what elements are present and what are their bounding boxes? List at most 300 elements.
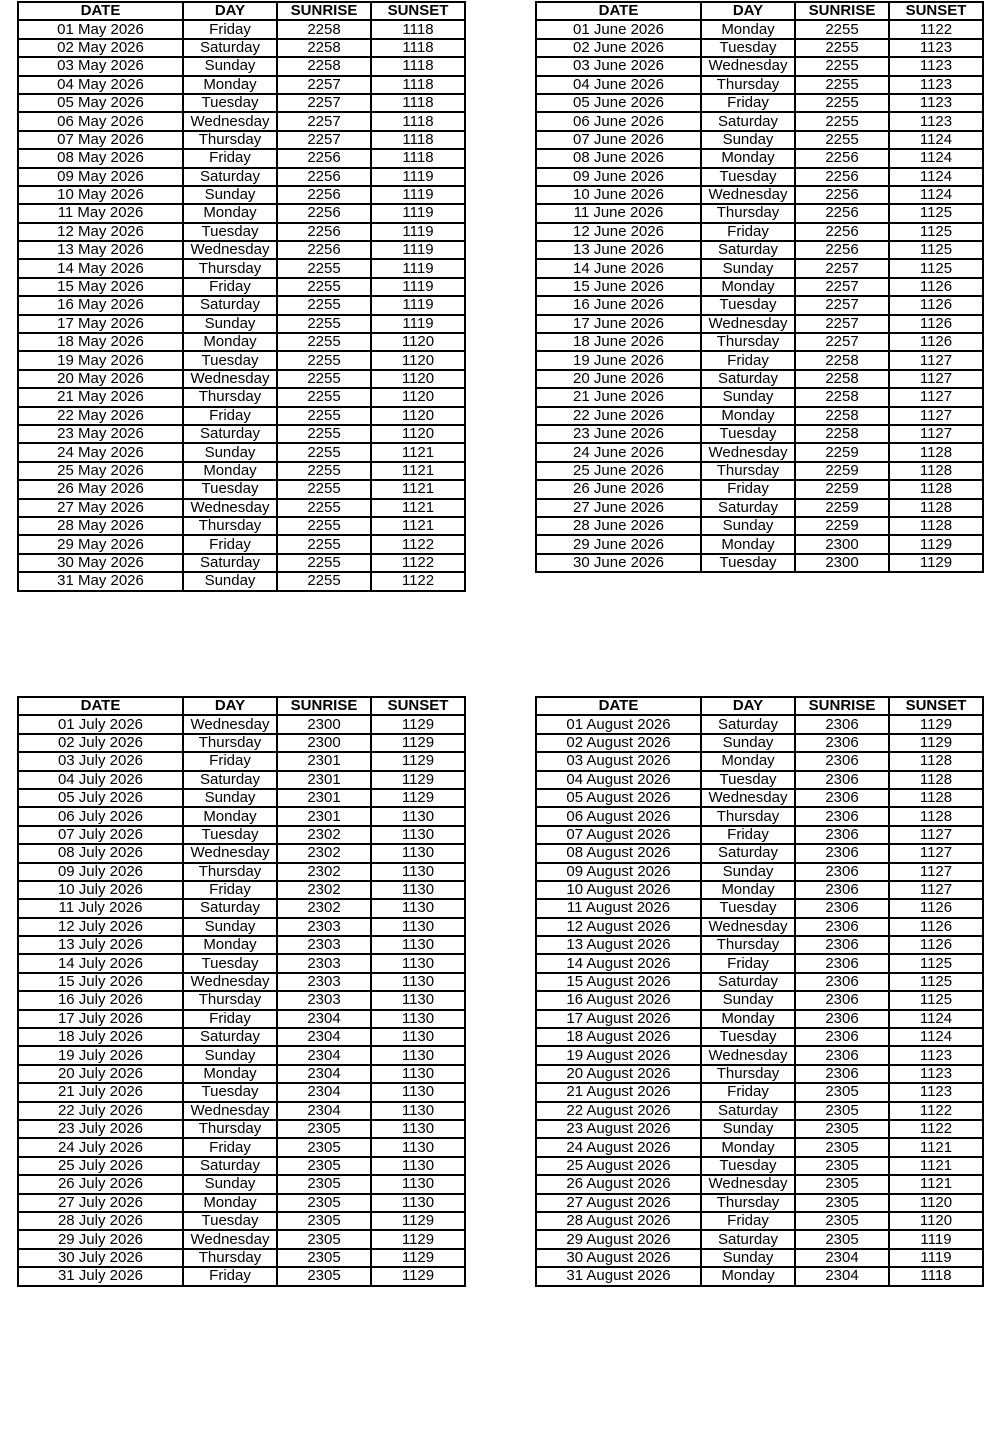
sunrise-cell: 2306	[795, 899, 889, 917]
sunrise-cell: 2305	[277, 1157, 371, 1175]
sunset-cell: 1127	[889, 370, 983, 388]
day-cell: Monday	[183, 1194, 277, 1212]
sunrise-cell: 2255	[795, 112, 889, 130]
date-cell: 31 August 2026	[536, 1267, 701, 1285]
sunset-cell: 1128	[889, 752, 983, 770]
table-june	[535, 1, 984, 573]
day-cell: Wednesday	[183, 715, 277, 733]
table-row	[536, 296, 983, 314]
table-row	[18, 20, 465, 38]
date-cell: 21 May 2026	[18, 388, 183, 406]
day-cell: Sunday	[183, 186, 277, 204]
day-cell: Sunday	[701, 131, 795, 149]
sunset-cell: 1118	[371, 76, 465, 94]
header-day: DAY	[183, 2, 277, 20]
table-row	[536, 278, 983, 296]
sunrise-cell: 2258	[795, 425, 889, 443]
sunrise-cell: 2255	[795, 76, 889, 94]
sunrise-cell: 2255	[277, 315, 371, 333]
day-cell: Thursday	[183, 863, 277, 881]
table-row	[536, 752, 983, 770]
date-cell: 06 May 2026	[18, 112, 183, 130]
header-row	[536, 697, 983, 715]
day-cell: Thursday	[701, 333, 795, 351]
sunset-cell: 1129	[371, 1267, 465, 1285]
sunset-cell: 1130	[371, 1010, 465, 1028]
date-cell: 11 May 2026	[18, 204, 183, 222]
table-body-may	[18, 20, 465, 590]
date-cell: 14 June 2026	[536, 259, 701, 277]
table-august	[535, 696, 984, 1287]
table-row	[536, 1065, 983, 1083]
day-cell: Sunday	[183, 572, 277, 590]
day-cell: Wednesday	[701, 1046, 795, 1064]
sunrise-cell: 2255	[795, 131, 889, 149]
table-row	[536, 57, 983, 75]
sunset-cell: 1119	[371, 168, 465, 186]
sunrise-cell: 2300	[277, 715, 371, 733]
header-sunset: SUNSET	[889, 2, 983, 20]
sunrise-cell: 2257	[795, 333, 889, 351]
sunrise-cell: 2258	[795, 370, 889, 388]
day-cell: Monday	[183, 76, 277, 94]
sunset-cell: 1130	[371, 1083, 465, 1101]
day-cell: Friday	[701, 1083, 795, 1101]
sunset-cell: 1118	[371, 112, 465, 130]
table-row	[18, 351, 465, 369]
day-cell: Sunday	[183, 57, 277, 75]
table-row	[18, 973, 465, 991]
table-row	[18, 734, 465, 752]
table-row	[536, 20, 983, 38]
table-row	[536, 186, 983, 204]
header-sunrise: SUNRISE	[277, 2, 371, 20]
sunrise-cell: 2257	[795, 259, 889, 277]
sunrise-cell: 2304	[277, 1083, 371, 1101]
day-cell: Monday	[701, 1138, 795, 1156]
sunset-cell: 1119	[371, 296, 465, 314]
table-row	[18, 807, 465, 825]
date-cell: 06 June 2026	[536, 112, 701, 130]
day-cell: Saturday	[183, 425, 277, 443]
sunset-cell: 1130	[371, 1028, 465, 1046]
day-cell: Tuesday	[183, 826, 277, 844]
date-cell: 08 July 2026	[18, 844, 183, 862]
date-cell: 13 July 2026	[18, 936, 183, 954]
sunset-cell: 1129	[889, 715, 983, 733]
sunrise-cell: 2304	[795, 1249, 889, 1267]
sunset-cell: 1130	[371, 1194, 465, 1212]
day-cell: Sunday	[183, 315, 277, 333]
sunrise-cell: 2257	[277, 112, 371, 130]
sunset-cell: 1125	[889, 259, 983, 277]
sunset-cell: 1128	[889, 462, 983, 480]
table-row	[18, 204, 465, 222]
day-cell: Friday	[701, 1212, 795, 1230]
table-row	[536, 204, 983, 222]
sunset-cell: 1130	[371, 1175, 465, 1193]
sunset-cell: 1130	[371, 881, 465, 899]
table-row	[536, 1120, 983, 1138]
sunrise-cell: 2255	[277, 333, 371, 351]
sunrise-cell: 2258	[277, 20, 371, 38]
date-cell: 21 July 2026	[18, 1083, 183, 1101]
sunrise-cell: 2255	[795, 94, 889, 112]
date-cell: 21 August 2026	[536, 1083, 701, 1101]
table-row	[18, 863, 465, 881]
day-cell: Wednesday	[183, 499, 277, 517]
sunset-cell: 1128	[889, 499, 983, 517]
sunset-cell: 1129	[371, 715, 465, 733]
sunset-cell: 1128	[889, 771, 983, 789]
sunset-cell: 1118	[371, 94, 465, 112]
sunrise-cell: 2306	[795, 881, 889, 899]
date-cell: 20 July 2026	[18, 1065, 183, 1083]
sunrise-cell: 2259	[795, 517, 889, 535]
sunrise-cell: 2256	[795, 204, 889, 222]
table-row	[536, 1010, 983, 1028]
table-row	[18, 76, 465, 94]
table-row	[18, 881, 465, 899]
day-cell: Saturday	[183, 771, 277, 789]
day-cell: Tuesday	[701, 771, 795, 789]
date-cell: 02 July 2026	[18, 734, 183, 752]
table-row	[536, 734, 983, 752]
date-cell: 27 July 2026	[18, 1194, 183, 1212]
sunrise-cell: 2306	[795, 752, 889, 770]
header-row	[18, 2, 465, 20]
day-cell: Wednesday	[183, 112, 277, 130]
day-cell: Friday	[701, 954, 795, 972]
sunset-cell: 1120	[371, 425, 465, 443]
sunset-cell: 1126	[889, 296, 983, 314]
sunset-cell: 1130	[371, 918, 465, 936]
table-row	[536, 1102, 983, 1120]
sunset-cell: 1122	[371, 554, 465, 572]
sunset-cell: 1124	[889, 1028, 983, 1046]
sunrise-cell: 2257	[277, 131, 371, 149]
sunset-cell: 1125	[889, 204, 983, 222]
table-row	[18, 572, 465, 590]
day-cell: Sunday	[701, 517, 795, 535]
table-row	[536, 517, 983, 535]
sunset-cell: 1129	[371, 771, 465, 789]
sunset-cell: 1128	[889, 517, 983, 535]
sunset-cell: 1130	[371, 1157, 465, 1175]
sunrise-cell: 2306	[795, 863, 889, 881]
table-row	[18, 918, 465, 936]
sunrise-cell: 2305	[795, 1157, 889, 1175]
date-cell: 02 June 2026	[536, 39, 701, 57]
sunset-cell: 1121	[889, 1175, 983, 1193]
table-row	[536, 333, 983, 351]
date-cell: 30 June 2026	[536, 554, 701, 572]
table-row	[18, 168, 465, 186]
table-row	[18, 789, 465, 807]
table-row	[18, 149, 465, 167]
day-cell: Monday	[701, 407, 795, 425]
sunset-cell: 1123	[889, 1065, 983, 1083]
sunset-cell: 1126	[889, 333, 983, 351]
day-cell: Saturday	[701, 973, 795, 991]
sunset-cell: 1130	[371, 807, 465, 825]
table-row	[536, 259, 983, 277]
sunset-cell: 1129	[889, 554, 983, 572]
sunset-cell: 1118	[371, 20, 465, 38]
date-cell: 05 May 2026	[18, 94, 183, 112]
sunset-cell: 1124	[889, 131, 983, 149]
date-cell: 30 July 2026	[18, 1249, 183, 1267]
table-row	[18, 112, 465, 130]
day-cell: Tuesday	[183, 954, 277, 972]
date-cell: 08 June 2026	[536, 149, 701, 167]
date-cell: 02 May 2026	[18, 39, 183, 57]
day-cell: Thursday	[183, 259, 277, 277]
sunset-cell: 1121	[371, 499, 465, 517]
sunrise-cell: 2301	[277, 789, 371, 807]
table-row	[536, 76, 983, 94]
day-cell: Saturday	[701, 241, 795, 259]
date-cell: 27 August 2026	[536, 1194, 701, 1212]
sunset-cell: 1119	[371, 278, 465, 296]
date-cell: 13 August 2026	[536, 936, 701, 954]
sunset-cell: 1125	[889, 954, 983, 972]
day-cell: Sunday	[701, 734, 795, 752]
date-cell: 30 May 2026	[18, 554, 183, 572]
header-date: DATE	[18, 697, 183, 715]
table-row	[536, 936, 983, 954]
table-row	[18, 1267, 465, 1285]
table-row	[18, 1194, 465, 1212]
sunset-cell: 1119	[889, 1230, 983, 1248]
table-row	[18, 826, 465, 844]
sunrise-cell: 2300	[277, 734, 371, 752]
header-date: DATE	[18, 2, 183, 20]
day-cell: Saturday	[183, 296, 277, 314]
date-cell: 06 July 2026	[18, 807, 183, 825]
table-row	[536, 826, 983, 844]
sunset-cell: 1130	[371, 936, 465, 954]
day-cell: Sunday	[701, 863, 795, 881]
day-cell: Thursday	[701, 1065, 795, 1083]
date-cell: 25 May 2026	[18, 462, 183, 480]
date-cell: 03 May 2026	[18, 57, 183, 75]
sunrise-cell: 2255	[277, 351, 371, 369]
date-cell: 31 May 2026	[18, 572, 183, 590]
day-cell: Monday	[183, 204, 277, 222]
sunset-cell: 1124	[889, 1010, 983, 1028]
sunset-cell: 1119	[371, 241, 465, 259]
date-cell: 26 July 2026	[18, 1175, 183, 1193]
table-row	[536, 991, 983, 1009]
date-cell: 06 August 2026	[536, 807, 701, 825]
table-row	[536, 351, 983, 369]
header-date: DATE	[536, 2, 701, 20]
table-row	[536, 388, 983, 406]
table-row	[18, 535, 465, 553]
sunset-cell: 1121	[889, 1138, 983, 1156]
date-cell: 02 August 2026	[536, 734, 701, 752]
day-cell: Monday	[701, 752, 795, 770]
day-cell: Friday	[701, 480, 795, 498]
sunrise-cell: 2256	[795, 149, 889, 167]
sunrise-cell: 2255	[795, 39, 889, 57]
sunset-cell: 1126	[889, 918, 983, 936]
day-cell: Wednesday	[701, 918, 795, 936]
day-cell: Wednesday	[183, 241, 277, 259]
day-cell: Saturday	[701, 1230, 795, 1248]
sunrise-cell: 2258	[795, 351, 889, 369]
sunset-cell: 1129	[371, 789, 465, 807]
day-cell: Thursday	[183, 1249, 277, 1267]
table-row	[536, 462, 983, 480]
table-row	[18, 1120, 465, 1138]
day-cell: Monday	[183, 936, 277, 954]
day-cell: Saturday	[701, 1102, 795, 1120]
table-row	[18, 480, 465, 498]
sunset-cell: 1123	[889, 112, 983, 130]
sunset-cell: 1125	[889, 973, 983, 991]
date-cell: 15 May 2026	[18, 278, 183, 296]
sunrise-cell: 2257	[795, 296, 889, 314]
sunset-cell: 1118	[371, 39, 465, 57]
day-cell: Friday	[183, 1267, 277, 1285]
table-body-july	[18, 715, 465, 1285]
date-cell: 05 August 2026	[536, 789, 701, 807]
day-cell: Tuesday	[183, 1083, 277, 1101]
table-body-august	[536, 715, 983, 1285]
sunrise-cell: 2255	[277, 499, 371, 517]
table-row	[18, 407, 465, 425]
header-day: DAY	[183, 697, 277, 715]
sunrise-cell: 2306	[795, 1028, 889, 1046]
sunset-cell: 1130	[371, 1065, 465, 1083]
sunrise-cell: 2306	[795, 1065, 889, 1083]
table-row	[18, 936, 465, 954]
table-row	[18, 131, 465, 149]
table-row	[536, 480, 983, 498]
sunrise-cell: 2305	[795, 1120, 889, 1138]
sunrise-cell: 2255	[277, 278, 371, 296]
sunrise-cell: 2256	[277, 149, 371, 167]
day-cell: Thursday	[183, 1120, 277, 1138]
sunset-cell: 1118	[371, 131, 465, 149]
sunset-cell: 1119	[371, 259, 465, 277]
header-row	[18, 697, 465, 715]
sunset-cell: 1129	[371, 734, 465, 752]
date-cell: 19 July 2026	[18, 1046, 183, 1064]
date-cell: 29 June 2026	[536, 535, 701, 553]
table-row	[18, 1065, 465, 1083]
sunset-cell: 1120	[889, 1212, 983, 1230]
date-cell: 09 July 2026	[18, 863, 183, 881]
date-cell: 24 July 2026	[18, 1138, 183, 1156]
day-cell: Thursday	[183, 517, 277, 535]
sunrise-cell: 2304	[277, 1065, 371, 1083]
table-row	[18, 333, 465, 351]
sunset-cell: 1118	[371, 149, 465, 167]
day-cell: Monday	[701, 278, 795, 296]
day-cell: Tuesday	[183, 480, 277, 498]
sunset-cell: 1129	[371, 1249, 465, 1267]
sunrise-cell: 2255	[277, 370, 371, 388]
table-row	[536, 1138, 983, 1156]
sunset-cell: 1122	[371, 572, 465, 590]
sunset-cell: 1127	[889, 844, 983, 862]
table-row	[18, 278, 465, 296]
sunrise-cell: 2256	[277, 186, 371, 204]
day-cell: Monday	[701, 881, 795, 899]
sunset-cell: 1130	[371, 1120, 465, 1138]
table-row	[536, 771, 983, 789]
sunset-cell: 1128	[889, 789, 983, 807]
table-row	[536, 1028, 983, 1046]
table-row	[536, 899, 983, 917]
table-row	[18, 223, 465, 241]
table-may	[17, 1, 466, 592]
day-cell: Thursday	[183, 131, 277, 149]
day-cell: Tuesday	[701, 1157, 795, 1175]
date-cell: 10 August 2026	[536, 881, 701, 899]
day-cell: Wednesday	[701, 315, 795, 333]
table-row	[18, 954, 465, 972]
sunrise-cell: 2259	[795, 480, 889, 498]
table-row	[536, 315, 983, 333]
date-cell: 04 June 2026	[536, 76, 701, 94]
sunrise-cell: 2305	[277, 1212, 371, 1230]
table-july	[17, 696, 466, 1287]
table-row	[18, 370, 465, 388]
sunrise-cell: 2259	[795, 443, 889, 461]
day-cell: Sunday	[701, 991, 795, 1009]
sunset-cell: 1126	[889, 315, 983, 333]
date-cell: 05 June 2026	[536, 94, 701, 112]
sunrise-cell: 2305	[795, 1194, 889, 1212]
day-cell: Thursday	[701, 76, 795, 94]
day-cell: Saturday	[183, 1157, 277, 1175]
sunset-cell: 1120	[371, 407, 465, 425]
header-day: DAY	[701, 697, 795, 715]
date-cell: 16 June 2026	[536, 296, 701, 314]
date-cell: 18 May 2026	[18, 333, 183, 351]
day-cell: Monday	[183, 807, 277, 825]
day-cell: Saturday	[183, 168, 277, 186]
sunrise-cell: 2305	[277, 1267, 371, 1285]
sunrise-cell: 2306	[795, 973, 889, 991]
table-row	[536, 499, 983, 517]
sunrise-cell: 2259	[795, 462, 889, 480]
sunrise-cell: 2302	[277, 899, 371, 917]
date-cell: 23 June 2026	[536, 425, 701, 443]
table-row	[536, 112, 983, 130]
day-cell: Tuesday	[701, 899, 795, 917]
sunset-cell: 1129	[889, 734, 983, 752]
date-cell: 19 May 2026	[18, 351, 183, 369]
table-row	[18, 259, 465, 277]
sunset-cell: 1127	[889, 407, 983, 425]
table-row	[18, 499, 465, 517]
sunrise-cell: 2303	[277, 973, 371, 991]
sunrise-cell: 2256	[277, 223, 371, 241]
date-cell: 14 July 2026	[18, 954, 183, 972]
sunset-cell: 1127	[889, 351, 983, 369]
day-cell: Sunday	[701, 388, 795, 406]
date-cell: 22 May 2026	[18, 407, 183, 425]
sunrise-cell: 2255	[277, 407, 371, 425]
sunset-cell: 1128	[889, 443, 983, 461]
table-row	[18, 425, 465, 443]
sunset-cell: 1123	[889, 76, 983, 94]
